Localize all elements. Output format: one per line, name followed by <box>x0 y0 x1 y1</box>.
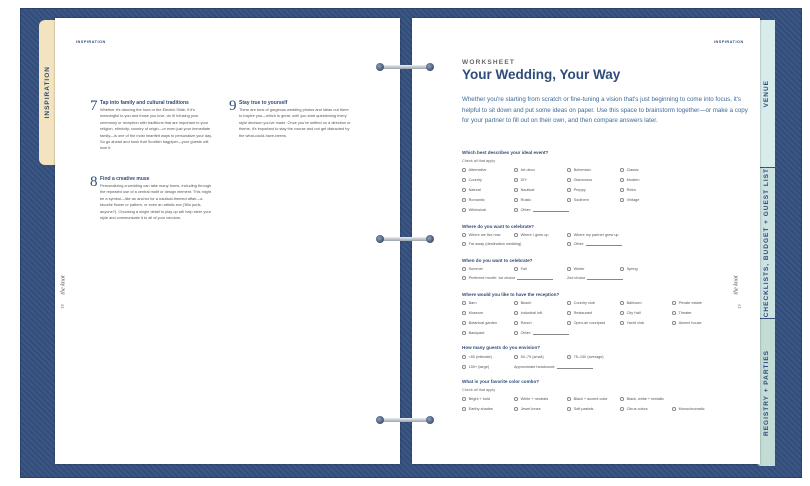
checkbox-icon[interactable] <box>567 267 571 271</box>
option-first-choice[interactable]: Preferred month: 1st choice <box>462 276 553 280</box>
checkbox-icon[interactable] <box>567 178 571 182</box>
checkbox-icon[interactable] <box>514 301 518 305</box>
right-signature: the knot <box>733 275 740 295</box>
tip-number: 8 <box>90 174 98 190</box>
checkbox-icon[interactable] <box>620 198 624 202</box>
checkbox-icon[interactable] <box>567 301 571 305</box>
option-checkbox[interactable]: Where my partner grew up <box>567 233 619 237</box>
checkbox-icon[interactable] <box>514 208 518 212</box>
left-page <box>55 18 400 464</box>
fill-in-line[interactable] <box>586 242 622 246</box>
checkbox-icon[interactable] <box>567 188 571 192</box>
option-checkbox[interactable]: Bohemian <box>567 168 591 172</box>
option-checkbox[interactable]: Fall <box>514 267 527 271</box>
option-checkbox[interactable]: Black, white + metallic <box>620 397 664 401</box>
right-section-label: INSPIRATION <box>714 40 744 44</box>
question-guests: How many guests do you envision? <box>462 345 541 350</box>
option-checkbox[interactable]: Glamorous <box>567 178 592 182</box>
fill-in-line[interactable] <box>533 208 569 212</box>
option-checkbox[interactable]: Black + accent color <box>567 397 608 401</box>
fill-in-line[interactable] <box>587 276 623 280</box>
option-checkbox[interactable]: Private estate <box>672 301 702 305</box>
option-checkbox[interactable]: Ballroom <box>620 301 642 305</box>
option-checkbox[interactable]: Southern <box>567 198 589 202</box>
tab-inspiration-label: INSPIRATION <box>44 66 51 119</box>
checkbox-icon[interactable] <box>462 188 466 192</box>
tip-body: Whether it's dancing the hora or the Electric Slide, if it's meaningful to you and those you love, do it! Infusing your ceremony or reception with traditions that are important to your religion, ethnicity, country of origin—or even just your immediate family—is one of the most heartfelt ways to personalize your day. So go ahead and book that Scottish bagpiper—your guests will love it. <box>100 107 212 151</box>
option-checkbox[interactable]: Far away (destination wedding) <box>462 242 521 246</box>
fill-in-line[interactable] <box>517 276 553 280</box>
tip-body: There are tons of gorgeous wedding photos and ideas out there to inspire you—which is great, until you start questioning every style decision you've made. Once you've settled on a direction or theme, it's important to stay the course and not get distracted by the what-could-have-beens. <box>239 107 351 138</box>
option-checkbox[interactable]: Preppy <box>567 188 586 192</box>
left-section-label: INSPIRATION <box>76 40 106 44</box>
option-checkbox[interactable]: Art deco <box>514 168 535 172</box>
option-checkbox[interactable]: Restaurant <box>567 311 592 315</box>
checkbox-icon[interactable] <box>514 198 518 202</box>
option-other[interactable]: Other: <box>567 242 622 246</box>
question-reception: Where would you like to have the reception? <box>462 292 560 297</box>
checkbox-icon[interactable] <box>462 407 466 411</box>
checkbox-icon[interactable] <box>462 365 466 369</box>
checkbox-icon[interactable] <box>567 407 571 411</box>
option-checkbox[interactable]: 150+ (large) <box>462 365 489 369</box>
checkbox-icon[interactable] <box>620 267 624 271</box>
option-checkbox[interactable]: Classic <box>620 168 639 172</box>
checkbox-icon[interactable] <box>567 397 571 401</box>
checkbox-icon[interactable] <box>514 188 518 192</box>
question-sub: Check all that apply <box>462 388 496 392</box>
checkbox-icon[interactable] <box>620 178 624 182</box>
checkbox-icon[interactable] <box>514 321 518 325</box>
checkbox-icon[interactable] <box>462 355 466 359</box>
option-checkbox[interactable]: White + neutrals <box>514 397 548 401</box>
option-checkbox[interactable]: Whimsical <box>462 208 486 212</box>
checkbox-icon[interactable] <box>620 301 624 305</box>
option-checkbox[interactable]: Nautical <box>514 188 534 192</box>
option-checkbox[interactable]: Where we live now <box>462 233 500 237</box>
option-checkbox[interactable]: Beach <box>514 301 531 305</box>
option-checkbox[interactable]: Vintage <box>620 198 639 202</box>
option-checkbox[interactable]: DIY <box>514 178 527 182</box>
tab-venue-label: VENUE <box>762 79 770 108</box>
checkbox-icon[interactable] <box>462 267 466 271</box>
checkbox-icon[interactable] <box>620 311 624 315</box>
option-checkbox[interactable]: <50 (intimate) <box>462 355 492 359</box>
option-checkbox[interactable]: Where I grew up <box>514 233 548 237</box>
checkbox-icon[interactable] <box>567 242 571 246</box>
option-checkbox[interactable]: Retro <box>620 188 636 192</box>
checkbox-icon[interactable] <box>462 208 466 212</box>
option-other[interactable]: Other: <box>514 208 569 212</box>
checkbox-icon[interactable] <box>462 233 466 237</box>
option-checkbox[interactable]: Bright + bold <box>462 397 490 401</box>
option-checkbox[interactable]: Industrial loft <box>514 311 542 315</box>
checkbox-icon[interactable] <box>462 178 466 182</box>
tip-title: Find a creative muse <box>100 176 150 182</box>
option-checkbox[interactable]: Spring <box>620 267 638 271</box>
option-checkbox[interactable]: Romantic <box>462 198 485 202</box>
left-signature: the knot <box>60 275 67 295</box>
option-checkbox[interactable]: Country club <box>567 301 595 305</box>
checkbox-icon[interactable] <box>567 168 571 172</box>
checkbox-icon[interactable] <box>567 321 571 325</box>
checkbox-icon[interactable] <box>672 321 676 325</box>
option-checkbox[interactable]: Modern <box>620 178 639 182</box>
worksheet-label: WORKSHEET <box>462 59 516 66</box>
question-color-combo: What is your favorite color combo? <box>462 379 540 384</box>
checkbox-icon[interactable] <box>514 331 518 335</box>
option-checkbox[interactable]: Barn <box>462 301 477 305</box>
tab-registry-label: REGISTRY + PARTIES <box>762 349 770 436</box>
checkbox-icon[interactable] <box>620 397 624 401</box>
tab-inspiration[interactable] <box>39 20 56 165</box>
option-checkbox[interactable]: Theater <box>672 311 692 315</box>
tip-number: 7 <box>90 98 98 114</box>
checkbox-icon[interactable] <box>462 331 466 335</box>
option-checkbox[interactable]: Summer <box>462 267 483 271</box>
checkbox-icon[interactable] <box>514 233 518 237</box>
checkbox-icon[interactable] <box>462 276 466 280</box>
question-sub: Check all that apply <box>462 159 496 163</box>
tab-checklists-label: CHECKLISTS, BUDGET + GUEST LIST <box>762 168 770 318</box>
checkbox-icon[interactable] <box>514 267 518 271</box>
option-checkbox[interactable]: City Hall <box>620 311 641 315</box>
option-checkbox[interactable]: Country <box>462 178 482 182</box>
tip-title: Tap into family and cultural traditions <box>100 100 189 106</box>
option-checkbox[interactable]: Open-air courtyard <box>567 321 605 325</box>
checkbox-icon[interactable] <box>514 168 518 172</box>
question-ideal-event: Which best describes your ideal event? <box>462 150 549 155</box>
checkbox-icon[interactable] <box>567 233 571 237</box>
checkbox-icon[interactable] <box>514 311 518 315</box>
checkbox-icon[interactable] <box>462 301 466 305</box>
question-celebrate-where: Where do you want to celebrate? <box>462 224 534 229</box>
checkbox-icon[interactable] <box>514 407 518 411</box>
checkbox-icon[interactable] <box>462 198 466 202</box>
checkbox-icon[interactable] <box>462 321 466 325</box>
option-checkbox[interactable]: Rustic <box>514 198 531 202</box>
checkbox-icon[interactable] <box>567 311 571 315</box>
checkbox-icon[interactable] <box>672 407 676 411</box>
option-checkbox[interactable]: Museum <box>462 311 483 315</box>
checkbox-icon[interactable] <box>462 242 466 246</box>
checkbox-icon[interactable] <box>620 407 624 411</box>
option-other[interactable]: Other: <box>514 331 569 335</box>
checkbox-icon[interactable] <box>620 188 624 192</box>
option-checkbox[interactable]: Jewel tones <box>514 407 541 411</box>
checkbox-icon[interactable] <box>567 355 571 359</box>
checkbox-icon[interactable] <box>462 311 466 315</box>
left-page-number: 18 <box>59 304 65 309</box>
checkbox-icon[interactable] <box>672 311 676 315</box>
binder-ring <box>376 63 434 72</box>
checkbox-icon[interactable] <box>514 178 518 182</box>
option-checkbox[interactable]: Earthy shades <box>462 407 493 411</box>
option-checkbox[interactable]: Soft pastels <box>567 407 593 411</box>
option-checkbox[interactable]: Yacht club <box>620 321 644 325</box>
binder-ring <box>376 235 434 244</box>
worksheet-intro: Whether you're starting from scratch or fine-tuning a vision that's just beginning to come into focus, it's helpful to sit down and put some ideas on paper. Use this space to brainstorm together—or make a copy for your partner to fill out on their own, and then compare answers later. <box>462 96 748 125</box>
option-checkbox[interactable]: Natural <box>462 188 481 192</box>
tip-title: Stay true to yourself <box>239 100 288 106</box>
option-checkbox[interactable]: 75–150 (average) <box>567 355 604 359</box>
option-checkbox[interactable]: 50–75 (small) <box>514 355 544 359</box>
question-celebrate-when: When do you want to celebrate? <box>462 258 533 263</box>
option-checkbox[interactable]: Alumni house <box>672 321 702 325</box>
checkbox-icon[interactable] <box>620 168 624 172</box>
checkbox-icon[interactable] <box>567 198 571 202</box>
worksheet-title: Your Wedding, Your Way <box>462 67 621 82</box>
tip-number: 9 <box>229 98 237 114</box>
option-checkbox[interactable]: Ranch <box>514 321 532 325</box>
option-checkbox[interactable]: Backyard <box>462 331 484 335</box>
option-checkbox[interactable]: Winter <box>567 267 585 271</box>
tip-body: Personalizing a wedding can take many forms, including through the repeated use of a central motif or design element. This might be a symbol—like an anchor for a nautical-themed affair—a favorite flower or pattern, or even an artistic era ('80s punk, anyone?). Choosing a single detail to play up will help steer your style and communicate it to all of your vendors. <box>100 183 212 221</box>
checkbox-icon[interactable] <box>672 301 676 305</box>
option-checkbox[interactable]: Botanical garden <box>462 321 497 325</box>
checkbox-icon[interactable] <box>514 355 518 359</box>
option-checkbox[interactable]: Monochromatic <box>672 407 705 411</box>
option-headcount[interactable]: Approximate headcount: <box>514 365 593 369</box>
option-checkbox[interactable]: Alternative <box>462 168 487 172</box>
right-page-number: 19 <box>736 304 742 309</box>
fill-in-line[interactable] <box>557 365 593 369</box>
option-checkbox[interactable]: Citrus colors <box>620 407 648 411</box>
option-second-choice[interactable]: 2nd choice <box>567 276 623 280</box>
checkbox-icon[interactable] <box>620 321 624 325</box>
checkbox-icon[interactable] <box>514 397 518 401</box>
checkbox-icon[interactable] <box>462 168 466 172</box>
fill-in-line[interactable] <box>533 331 569 335</box>
binder-ring <box>376 416 434 425</box>
checkbox-icon[interactable] <box>462 397 466 401</box>
